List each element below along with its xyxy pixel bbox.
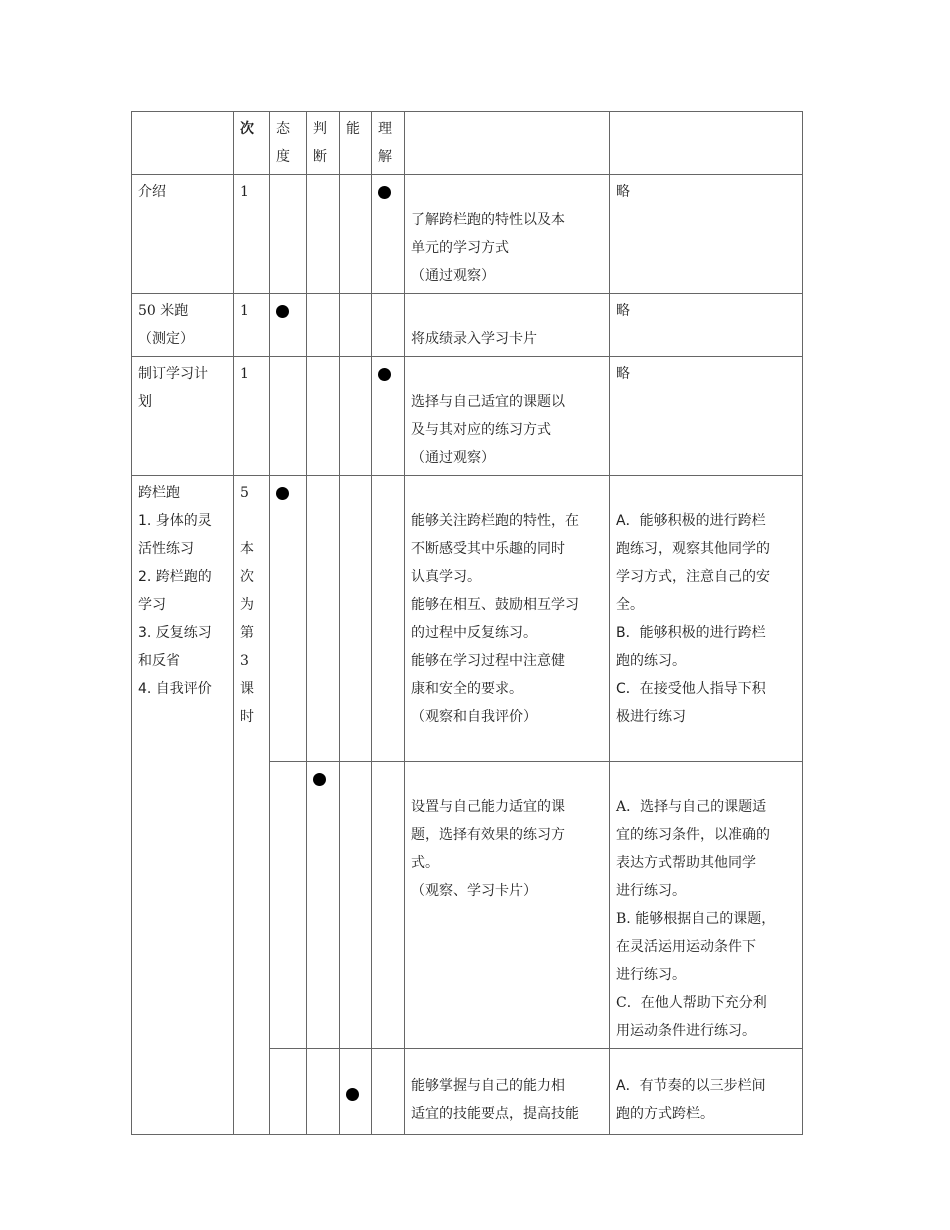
row-count: 1 <box>234 294 270 357</box>
eval-line: 用运动条件进行练习。 <box>616 1023 756 1039</box>
row-content <box>405 1049 610 1135</box>
row-name: 介绍 <box>132 175 234 294</box>
content-line: （观察和自我评价） <box>411 709 537 725</box>
cell-judgement <box>307 762 340 1049</box>
cell-ability <box>340 476 372 762</box>
content-line: 题，选择有效果的练习方 <box>411 827 565 843</box>
row-content <box>405 476 610 762</box>
cell-judgement <box>307 357 340 476</box>
eval-line: A．能够积极的进行跨栏 <box>616 513 766 529</box>
content-line: 康和安全的要求。 <box>411 681 523 697</box>
header-cell-blank <box>132 112 234 175</box>
header-understanding-1: 理 <box>378 121 392 137</box>
hurdle-name <box>132 476 234 1135</box>
row-evaluation <box>610 1049 803 1135</box>
name-line: 和反省 <box>138 653 180 669</box>
cell-attitude <box>270 294 307 357</box>
cell-judgement <box>307 1049 340 1135</box>
row-evaluation: 略 <box>610 294 803 357</box>
header-attitude <box>270 112 307 175</box>
count-line: 为 <box>240 597 254 613</box>
cell-ability <box>340 357 372 476</box>
eval-line: A．有节奏的以三步栏间 <box>616 1078 766 1094</box>
mark-dot <box>313 773 326 786</box>
header-ability: 能 <box>340 112 372 175</box>
cell-ability <box>340 175 372 294</box>
header-judgement-2: 断 <box>313 149 327 165</box>
eval-line: C．在他人帮助下充分利 <box>616 995 767 1011</box>
row-content <box>405 175 610 294</box>
eval-line: 全。 <box>616 597 644 613</box>
header-content <box>405 112 610 175</box>
name-line: 制订学习计 <box>138 366 208 382</box>
header-attitude-1: 态 <box>276 121 290 137</box>
name-line: 跨栏跑 <box>138 485 180 501</box>
row-name <box>132 357 234 476</box>
cell-attitude <box>270 476 307 762</box>
eval-line: 极进行练习 <box>616 709 686 725</box>
header-understanding <box>372 112 405 175</box>
content-line: 的过程中反复练习。 <box>411 625 537 641</box>
content-line: 单元的学习方式 <box>411 240 509 256</box>
name-line: 划 <box>138 394 152 410</box>
content-line: 能够在相互、鼓励相互学习 <box>411 597 579 613</box>
eval-line: 在灵活运用运动条件下 <box>616 939 756 955</box>
cell-ability <box>340 1049 372 1135</box>
row-content <box>405 357 610 476</box>
content-line: （通过观察） <box>411 450 495 466</box>
cell-judgement <box>307 476 340 762</box>
row-content <box>405 294 610 357</box>
content-line: 能够关注跨栏跑的特性，在 <box>411 513 579 529</box>
name-line: 学习 <box>138 597 166 613</box>
cell-understanding <box>372 1049 405 1135</box>
content-line: 认真学习。 <box>411 569 481 585</box>
mark-dot <box>276 305 289 318</box>
evaluation-table <box>131 111 803 1135</box>
eval-line: B. 能够根据自己的课题， <box>616 911 776 927</box>
eval-line: 跑的方式跨栏。 <box>616 1106 714 1122</box>
cell-ability <box>340 762 372 1049</box>
name-line: 3. 反复练习 <box>138 625 212 641</box>
header-evaluation <box>610 112 803 175</box>
cell-understanding <box>372 476 405 762</box>
hurdle-count <box>234 476 270 1135</box>
header-understanding-2: 解 <box>378 149 392 165</box>
count-line: 课 <box>240 681 254 697</box>
eval-line: 跑的练习。 <box>616 653 686 669</box>
content-line: 选择与自己适宜的课题以 <box>411 394 565 410</box>
name-line: 1. 身体的灵 <box>138 513 212 529</box>
cell-judgement <box>307 175 340 294</box>
cell-understanding <box>372 762 405 1049</box>
eval-line: 进行练习。 <box>616 967 686 983</box>
row-evaluation <box>610 476 803 762</box>
row-evaluation: 略 <box>610 175 803 294</box>
mark-dot <box>378 186 391 199</box>
count-line: 3 <box>240 653 249 669</box>
header-judgement-1: 判 <box>313 121 327 137</box>
table-row <box>132 476 803 762</box>
mark-dot <box>276 487 289 500</box>
count-line: 5 <box>240 485 249 501</box>
table-row <box>132 294 803 357</box>
cell-understanding <box>372 357 405 476</box>
cell-judgement <box>307 294 340 357</box>
eval-line: 跑练习，观察其他同学的 <box>616 541 770 557</box>
content-line: （观察、学习卡片） <box>411 883 537 899</box>
eval-line: A．选择与自己的课题适 <box>616 799 767 815</box>
row-evaluation <box>610 762 803 1049</box>
eval-line: 宜的练习条件，以准确的 <box>616 827 770 843</box>
eval-line: C．在接受他人指导下积 <box>616 681 766 697</box>
name-line: 2. 跨栏跑的 <box>138 569 212 585</box>
name-line: 活性练习 <box>138 541 194 557</box>
content-line: 能够掌握与自己的能力相 <box>411 1078 565 1094</box>
eval-line: 学习方式，注意自己的安 <box>616 569 770 585</box>
eval-line: 表达方式帮助其他同学 <box>616 855 756 871</box>
table-row <box>132 357 803 476</box>
count-line: 时 <box>240 709 254 725</box>
eval-line: B．能够积极的进行跨栏 <box>616 625 766 641</box>
count-spacer <box>240 507 263 535</box>
cell-ability <box>340 294 372 357</box>
count-line: 第 <box>240 625 254 641</box>
content-line: 设置与自己能力适宜的课 <box>411 799 565 815</box>
cell-attitude <box>270 175 307 294</box>
name-line: 4. 自我评价 <box>138 681 212 697</box>
count-line: 次 <box>240 569 254 585</box>
content-line: （通过观察） <box>411 268 495 284</box>
row-count: 1 <box>234 175 270 294</box>
name-line: （测定） <box>138 331 194 347</box>
eval-line: 进行练习。 <box>616 883 686 899</box>
count-line: 本 <box>240 541 254 557</box>
header-times: 次 <box>234 112 270 175</box>
cell-understanding <box>372 294 405 357</box>
mark-dot <box>346 1088 359 1101</box>
cell-understanding <box>372 175 405 294</box>
row-content <box>405 762 610 1049</box>
mark-dot <box>378 368 391 381</box>
content-line: 将成绩录入学习卡片 <box>411 331 537 347</box>
header-attitude-2: 度 <box>276 149 290 165</box>
content-line: 能够在学习过程中注意健 <box>411 653 565 669</box>
header-judgement <box>307 112 340 175</box>
row-count: 1 <box>234 357 270 476</box>
content-line: 适宜的技能要点，提高技能 <box>411 1106 579 1122</box>
row-evaluation: 略 <box>610 357 803 476</box>
table-row <box>132 175 803 294</box>
name-line: 50 米跑 <box>138 303 189 319</box>
cell-attitude <box>270 357 307 476</box>
content-line: 式。 <box>411 855 439 871</box>
content-line: 不断感受其中乐趣的同时 <box>411 541 565 557</box>
header-row <box>132 112 803 175</box>
content-line: 了解跨栏跑的特性以及本 <box>411 212 565 228</box>
cell-attitude <box>270 1049 307 1135</box>
cell-attitude <box>270 762 307 1049</box>
row-name <box>132 294 234 357</box>
content-line: 及与其对应的练习方式 <box>411 422 551 438</box>
